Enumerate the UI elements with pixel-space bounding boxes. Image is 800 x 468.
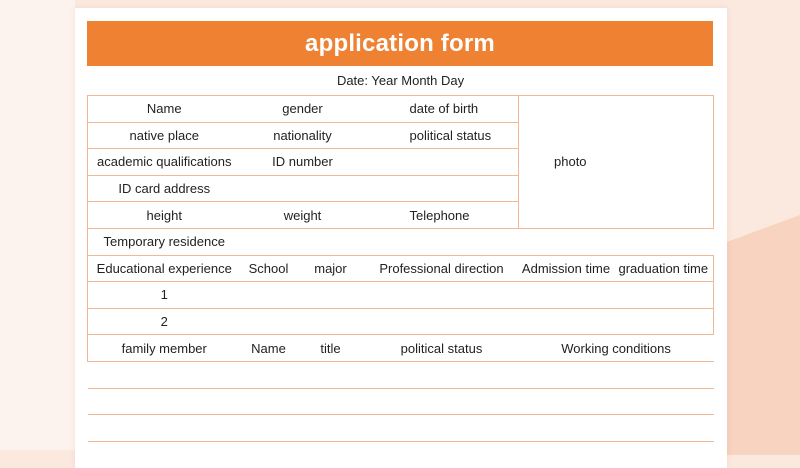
family-row bbox=[88, 388, 714, 415]
label-telephone: Telephone bbox=[365, 202, 519, 229]
date-line: Date: Year Month Day bbox=[88, 66, 714, 96]
label-date-of-birth: date of birth bbox=[365, 96, 519, 123]
family-row-fields bbox=[88, 361, 714, 388]
label-nationality: nationality bbox=[241, 122, 365, 149]
header-school bbox=[241, 255, 365, 282]
header-family-name-title bbox=[241, 335, 365, 362]
label-gender: gender bbox=[241, 96, 365, 123]
header-family-name: Name bbox=[251, 340, 286, 356]
label-height: height bbox=[88, 202, 241, 229]
header-major-text: major bbox=[314, 260, 347, 276]
form-title: application form bbox=[87, 21, 713, 66]
field-temporary-residence bbox=[241, 228, 714, 255]
cut-off-row-fields bbox=[88, 441, 714, 467]
education-row bbox=[88, 308, 714, 335]
photo-box: photo bbox=[519, 96, 714, 229]
education-row-fields bbox=[241, 282, 614, 309]
label-political-status: political status bbox=[365, 122, 519, 149]
application-table bbox=[87, 66, 714, 467]
education-row-fields bbox=[241, 308, 614, 335]
label-temporary-residence: Temporary residence bbox=[88, 228, 241, 255]
field-id-number bbox=[365, 149, 519, 176]
family-header-row bbox=[88, 335, 714, 362]
family-row-fields bbox=[88, 415, 714, 442]
background-left-panel bbox=[0, 0, 75, 450]
education-row bbox=[88, 282, 714, 309]
education-row-graduation bbox=[614, 308, 714, 335]
education-row-number: 2 bbox=[88, 308, 241, 335]
family-row bbox=[88, 361, 714, 388]
row-temporary-residence bbox=[88, 228, 714, 255]
label-native-place: native place bbox=[88, 122, 241, 149]
header-admission-time: Admission time bbox=[519, 255, 614, 282]
label-weight: weight bbox=[241, 202, 365, 229]
header-professional-direction: Professional direction bbox=[365, 255, 519, 282]
family-row bbox=[88, 415, 714, 442]
label-id-card-address: ID card address bbox=[88, 175, 241, 202]
form-sheet bbox=[75, 8, 727, 468]
label-academic-qualifications: academic qualifications bbox=[88, 149, 241, 176]
header-family-title: title bbox=[320, 340, 341, 356]
header-educational-experience: Educational experience bbox=[88, 255, 241, 282]
field-id-card-address bbox=[241, 175, 519, 202]
header-family-political-status: political status bbox=[365, 335, 519, 362]
header-family-member: family member bbox=[88, 335, 241, 362]
education-header-row bbox=[88, 255, 714, 282]
label-id-number: ID number bbox=[241, 149, 365, 176]
education-row-number: 1 bbox=[88, 282, 241, 309]
header-school-text: School bbox=[248, 260, 289, 276]
label-name: Name bbox=[88, 96, 241, 123]
cut-off-row bbox=[88, 441, 714, 467]
row-name bbox=[88, 96, 714, 123]
header-working-conditions: Working conditions bbox=[519, 335, 714, 362]
education-row-graduation bbox=[614, 282, 714, 309]
family-row-fields bbox=[88, 388, 714, 415]
date-row bbox=[88, 66, 714, 96]
header-graduation-time: graduation time bbox=[614, 255, 714, 282]
